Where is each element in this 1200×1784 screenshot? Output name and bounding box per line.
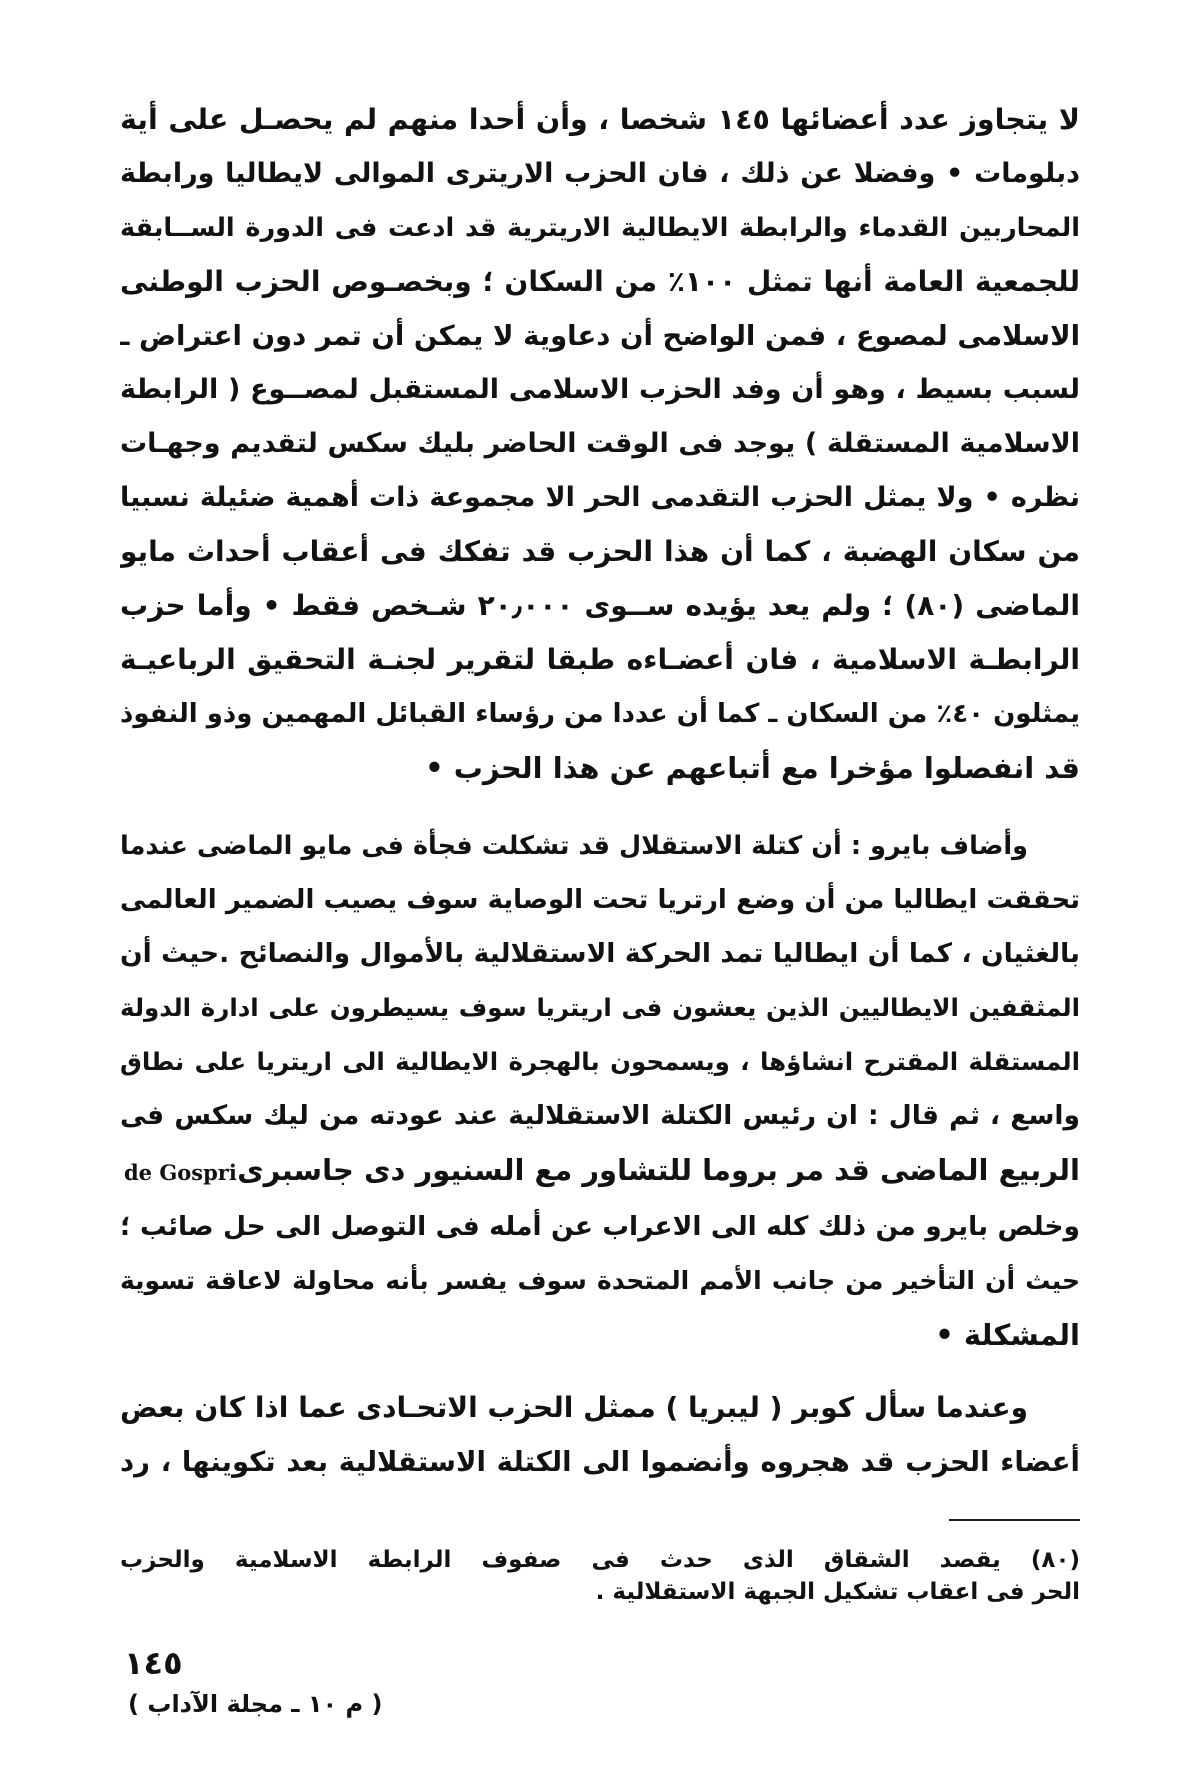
paragraph — [120, 1381, 1080, 1489]
body-line: دبلومات • وفضلا عن ذلك ، فان الحزب الاريترى الموالى لايطاليا ورابطة — [120, 158, 1080, 189]
body-line: نظره • ولا يمثل الحزب التقدمى الحر الا مجموعة ذات أهمية ضئيلة نسبيا — [120, 482, 1080, 513]
body-line: حيث أن التأخير من جانب الأمم المتحدة سوف يفسر بأنه محاولة لاعاقة تسوية — [120, 1266, 1080, 1295]
body-line: لسبب بسيط ، وهو أن وفد الحزب الاسلامى المستقبل لمصــوع ( الرابطة — [120, 374, 1080, 405]
paragraph — [120, 819, 1080, 1362]
footnote-separator — [949, 1519, 1080, 1521]
body-line: واسع ، ثم قال : ان رئيس الكتلة الاستقلالية عند عودته من ليك سكس فى — [120, 1100, 1080, 1131]
body-line: الاسلامى لمصوع ، فمن الواضح أن دعاوية لا يمكن أن تمر دون اعتراض ـ — [120, 320, 1080, 352]
body-line: المثقفين الايطاليين الذين يعشون فى اريتريا سوف يسيطرون على ادارة الدولة — [120, 993, 1080, 1022]
footnote — [120, 1544, 1080, 1608]
body-line: المستقلة المقترح انشاؤها ، ويسمحون بالهجرة الايطالية الى اريتريا على نطاق — [120, 1047, 1080, 1076]
body-line: يمثلون ٤٠٪ من السكان ـ كما أن عددا من رؤساء القبائل المهمين وذو النفوذ — [120, 699, 1080, 729]
body-line: تحققت ايطاليا من أن وضع ارتريا تحت الوصاية سوف يصيب الضمير العالمى — [120, 885, 1080, 915]
body-line: المشكلة • — [935, 1318, 1080, 1352]
body-line: قد انفصلوا مؤخرا مع أتباعهم عن هذا الحزب • — [425, 751, 1080, 785]
footnote-line: الحر فى اعقاب تشكيل الجبهة الاستقلالية . — [595, 1579, 1080, 1605]
body-line: للجمعية العامة أنها تمثل ١٠٠٪ من السكان ؛ وبخصـوص الحزب الوطنى — [120, 265, 1080, 298]
body-line: بالغثيان ، كما أن ايطاليا تمد الحركة الاستقلالية بالأموال والنصائح .حيث أن — [120, 938, 1080, 969]
body-line: الرابطـة الاسلامية ، فان أعضـاءه طبقا لتقرير لجنـة التحقيق الرباعيـة — [120, 643, 1080, 676]
page-number: ١٤٥ — [124, 1644, 183, 1682]
body-line: الماضى (٨٠) ؛ ولم يعد يؤيده ســوى ٢٠٫٠٠٠ شـخص فقط • وأما حزب — [120, 589, 1080, 622]
body-line: لا يتجاوز عدد أعضائها ١٤٥ شخصا ، وأن أحدا منهم لم يحصـل على أية — [120, 103, 1080, 136]
running-footer: ( م ١٠ ـ مجلة الآداب ) — [128, 1690, 383, 1718]
body-line: الاسلامية المستقلة ) يوجد فى الوقت الحاضر بليك سكس لتقديم وجهـات — [120, 428, 1080, 459]
paragraph — [120, 93, 1080, 795]
body-line — [120, 1143, 1080, 1200]
body-line: المحاربين القدماء والرابطة الايطالية الاريترية قد ادعت فى الدورة الســابقة — [120, 213, 1080, 243]
body-line: أعضاء الحزب قد هجروه وأنضموا الى الكتلة الاستقلالية بعد تكوينها ، رد — [120, 1446, 1080, 1478]
body-line: وعندما سأل كوبر ( ليبريا ) ممثل الحزب الاتحـادى عما اذا كان بعض — [120, 1391, 1028, 1424]
body-line: وخلص بايرو من ذلك كله الى الاعراب عن أمله فى التوصل الى حل صائب ؛ — [120, 1211, 1080, 1242]
body-line: وأضاف بايرو : أن كتلة الاستقلال قد تشكلت فجأة فى مايو الماضى عندما — [120, 831, 1028, 861]
latin-name-insert: de Gospri — [124, 1160, 237, 1185]
body-line: من سكان الهضبة ، كما أن هذا الحزب قد تفكك فى أعقاب أحداث مايو — [120, 535, 1080, 568]
body-line-text: الربيع الماضى قد مر بروما للتشاور مع السنيور دى جاسبرى — [237, 1153, 1080, 1187]
footnote-line: (٨٠) يقصد الشقاق الذى حدث فى صفوف الرابطة الاسلامية والحزب — [120, 1547, 1080, 1573]
